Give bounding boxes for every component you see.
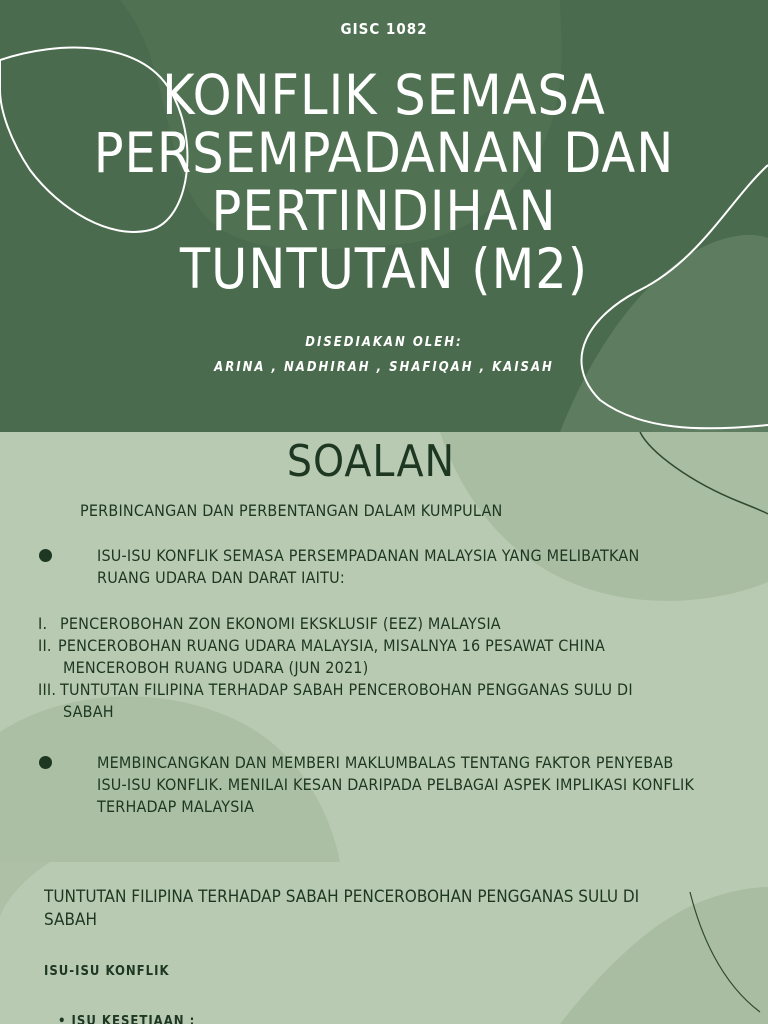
list-number: II. (38, 636, 52, 655)
prepared-by-label: DISEDIAKAN OLEH: (305, 335, 463, 350)
list-number: III. (38, 680, 57, 699)
list-number: I. (38, 614, 48, 633)
author-list: ARINA , NADHIRAH , SHAFIQAH , KAISAH (214, 360, 554, 375)
course-code: GISC 1082 (340, 20, 428, 38)
title-slide (0, 0, 768, 432)
list-text: SABAH (63, 702, 114, 721)
list-item (38, 679, 633, 701)
text-line: RUANG UDARA DAN DARAT IAITU: (97, 568, 345, 587)
text-line: SABAH (44, 910, 97, 930)
partial-list-item: • ISU KESETIAAN : (58, 1014, 196, 1024)
text-line: MEMBINCANGKAN DAN MEMBERI MAKLUMBALAS TENTANG FAKTOR PENYEBAB (97, 753, 674, 772)
title-line: TUNTUTAN (M2) (179, 237, 589, 301)
slide-heading (44, 886, 639, 932)
text-line: TERHADAP MALAYSIA (97, 797, 255, 816)
list-item (38, 635, 633, 657)
presentation-title (60, 63, 708, 301)
bullet-text (97, 752, 694, 818)
list-text: MENCEROBOH RUANG UDARA (JUN 2021) (63, 658, 369, 677)
list-item-continued (38, 657, 633, 679)
text-line: ISU-ISU KONFLIK. MENILAI KESAN DARIPADA PELBAGAI ASPEK IMPLIKASI KONFLIK (97, 775, 695, 794)
bullet-icon (39, 756, 52, 769)
text-line: TUNTUTAN FILIPINA TERHADAP SABAH PENCEROBOHAN PENGGANAS SULU DI (44, 887, 640, 907)
slide-heading: SOALAN (286, 436, 456, 487)
list-text: PENCEROBOHAN RUANG UDARA MALAYSIA, MISALNYA 16 PESAWAT CHINA (58, 636, 605, 655)
list-text: PENCEROBOHAN ZON EKONOMI EKSKLUSIF (EEZ) MALAYSIA (60, 614, 501, 633)
list-text: TUNTUTAN FILIPINA TERHADAP SABAH PENCEROBOHAN PENGGANAS SULU DI (60, 680, 633, 699)
title-line: KONFLIK SEMASA (162, 63, 606, 127)
title-line: PERTINDIHAN (211, 179, 557, 243)
question-slide (0, 432, 768, 862)
numbered-list (38, 613, 633, 723)
text-line: ISU-ISU KONFLIK SEMASA PERSEMPADANAN MALAYSIA YANG MELIBATKAN (97, 546, 640, 565)
title-line: PERSEMPADANAN DAN (93, 121, 675, 185)
list-item (38, 613, 633, 635)
bullet-icon (39, 549, 52, 562)
list-item-continued (38, 701, 633, 723)
subheading: ISU-ISU KONFLIK (44, 964, 170, 979)
issue-slide (0, 862, 768, 1024)
bullet-text (97, 545, 639, 589)
intro-text: PERBINCANGAN DAN PERBENTANGAN DALAM KUMPULAN (80, 501, 503, 520)
